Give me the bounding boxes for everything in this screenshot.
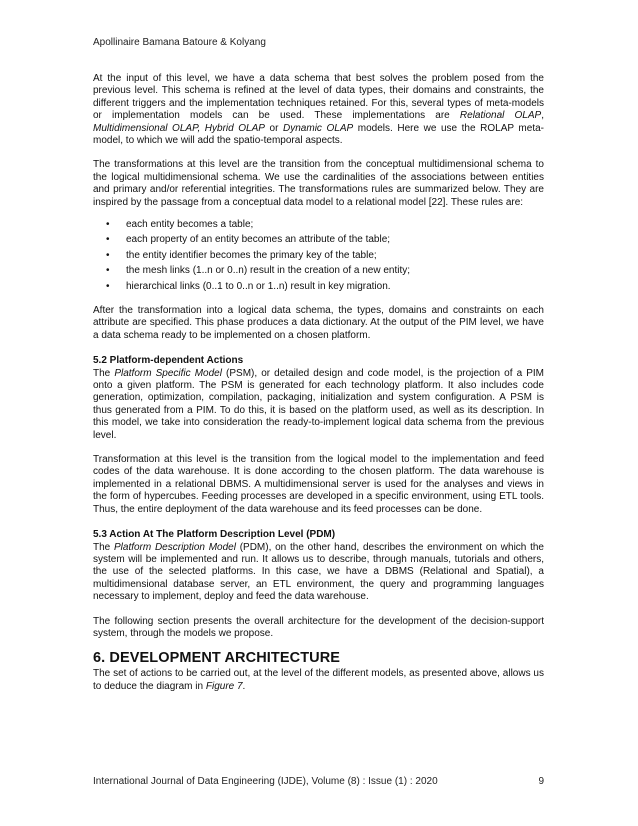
rule-text: each property of an entity becomes an attribute of the table; [126, 234, 391, 246]
text-run: models. Here we use the ROLAP meta-model, to which we will add the spatio-temporal aspects. [93, 122, 544, 147]
text-run: The [93, 541, 114, 553]
bullet-icon: • [106, 249, 110, 261]
paragraph-transformations: The transformations at this level are the transition from the conceptual multidimensional schema to the logical multidimensional schema. We use the cardinalities of the associations between entities and primary and/or referential integrities. The transformations rules are summarized below. They are inspired by the passage from a conceptual data model to a relational model [22]. These rules are: [93, 159, 544, 208]
paragraph-logical-schema: After the transformation into a logical data schema, the types, domains and constraints on each attribute are specified. This phase produces a data dictionary. At the output of the PIM level, we have a data schema ready to be implemented on a chosen platform. [93, 305, 544, 341]
text-run: (PDM), on the other hand, describes the environment on which the system will be implemented and run. It allows us to describe, through manuals, tutorials and others, the use of the selected platforms. In this case, we have a DBMS (Relational and Spatial), a multidimensional database server, an ETL environment, the query and programming languages necessary to implement, deploy and feed the data warehouse. [93, 541, 544, 603]
body-text [93, 73, 544, 693]
text-run: (PSM), or detailed design and code model, is the projection of a PIM onto a given platform. The PSM is generated for each technology platform. It also includes code generation, optimization, compilation, packaging, initialization and system configuration. A PSM is thus generated from a PIM. To do this, it is based on the platform used, as well as its description. In this model, we take into consideration the ready-to-implement logical data schema from the previous level. [93, 367, 544, 441]
figure-reference: Figure 7 [205, 680, 243, 692]
paragraph-psm [93, 368, 544, 442]
emphasis-molap-holap: Multidimensional OLAP, Hybrid OLAP [93, 122, 265, 134]
rules-list [93, 217, 544, 294]
paragraph-following-section: The following section presents the overall architecture for the development of the decision-support system, through the models we propose. [93, 615, 544, 639]
bullet-icon: • [106, 234, 110, 246]
bullet-icon: • [106, 280, 110, 292]
bullet-icon: • [106, 265, 110, 277]
text-run: , [541, 110, 544, 122]
rule-text: the mesh links (1..n or 0..n) result in the creation of a new entity; [126, 265, 411, 277]
list-item [93, 248, 544, 263]
text-run: . [242, 680, 246, 692]
emphasis-pdm: Platform Description Model [113, 541, 236, 553]
list-item [93, 232, 544, 247]
page-number: 9 [538, 776, 544, 787]
list-item [93, 263, 544, 278]
text-run: The [93, 367, 115, 379]
section-heading-5-3: 5.3 Action At The Platform Description Level (PDM) [93, 529, 336, 541]
emphasis-relational-olap: Relational OLAP [459, 110, 542, 122]
paragraph-implementation: Transformation at this level is the transition from the logical model to the implementation and feed codes of the data warehouse. It is done according to the chosen platform. The data warehouse is implemented in a relational DBMS. A multidimensional server is used for the analyses and views in the form of hypercubes. Feeding processes are developed in a specific environment, using ETL tools. Thus, the entire deployment of the data warehouse and its feed processes can be done. [93, 454, 544, 515]
bullet-icon: • [106, 219, 110, 231]
list-item [93, 217, 544, 232]
section-heading-5-2: 5.2 Platform-dependent Actions [93, 355, 244, 367]
text-run: or [264, 122, 284, 134]
rule-text: each entity becomes a table; [126, 219, 254, 231]
text-run: The set of actions to be carried out, at the level of the different models, as presented above, allows us to deduce the diagram in [93, 668, 544, 692]
text-run: At the input of this level, we have a data schema that best solves the problem posed from the previous level. This schema is refined at the level of data types, their domains and constraints, the different triggers and the implementation techniques retained. For this, several types of meta-models or implementation models can be used. These implementations are [93, 73, 544, 122]
paragraph-pdm [93, 542, 544, 604]
section-heading-6: 6. DEVELOPMENT ARCHITECTURE [93, 650, 341, 667]
list-item [93, 279, 544, 294]
running-header: Apollinaire Bamana Batoure & Kolyang [93, 37, 266, 48]
paragraph-rolap [93, 73, 544, 147]
emphasis-psm: Platform Specific Model [114, 367, 222, 379]
rule-text: hierarchical links (0..1 to 0..n or 1..n) result in key migration. [126, 280, 391, 292]
paragraph-architecture [93, 668, 544, 693]
journal-citation: International Journal of Data Engineering (IJDE), Volume (8) : Issue (1) : 2020 [93, 776, 438, 787]
page-footer [93, 776, 544, 787]
rule-text: the entity identifier becomes the primary key of the table; [126, 249, 377, 261]
emphasis-dynamic-olap: Dynamic OLAP [283, 122, 354, 134]
